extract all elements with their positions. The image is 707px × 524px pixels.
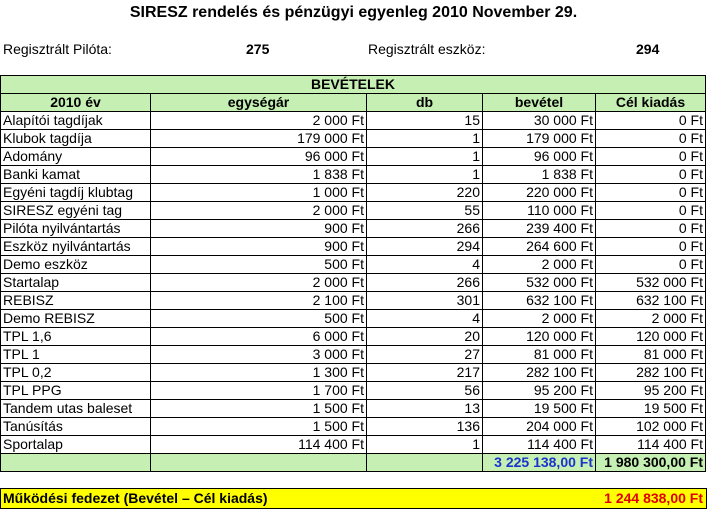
table-row — [1, 274, 706, 292]
cell-unit-price: 1 500 Ft — [151, 418, 367, 436]
cell-income: 282 100 Ft — [483, 364, 596, 382]
table-row — [1, 148, 706, 166]
header-year: 2010 év — [1, 94, 151, 112]
table-row — [1, 328, 706, 346]
cell-target-expense: 0 Ft — [596, 148, 706, 166]
cell-quantity: 1 — [367, 148, 483, 166]
cell-unit-price: 500 Ft — [151, 310, 367, 328]
cell-quantity: 1 — [367, 166, 483, 184]
cell-unit-price: 1 838 Ft — [151, 166, 367, 184]
cell-quantity: 20 — [367, 328, 483, 346]
cell-target-expense: 0 Ft — [596, 238, 706, 256]
cell-target-expense: 95 200 Ft — [596, 382, 706, 400]
column-header-row — [1, 94, 706, 112]
cell-quantity: 4 — [367, 256, 483, 274]
cell-item-name: Alapítói tagdíjak — [1, 112, 151, 130]
cell-quantity: 217 — [367, 364, 483, 382]
cell-unit-price: 1 300 Ft — [151, 364, 367, 382]
cell-unit-price: 2 100 Ft — [151, 292, 367, 310]
cell-income: 632 100 Ft — [483, 292, 596, 310]
cell-item-name: Banki kamat — [1, 166, 151, 184]
cell-income: 239 400 Ft — [483, 220, 596, 238]
cell-target-expense: 120 000 Ft — [596, 328, 706, 346]
cell-target-expense: 114 400 Ft — [596, 436, 706, 454]
section-header-row — [1, 76, 706, 94]
cell-income: 30 000 Ft — [483, 112, 596, 130]
cell-quantity: 301 — [367, 292, 483, 310]
cell-income: 110 000 Ft — [483, 202, 596, 220]
cell-target-expense: 0 Ft — [596, 130, 706, 148]
cell-income: 114 400 Ft — [483, 436, 596, 454]
cell-target-expense: 632 100 Ft — [596, 292, 706, 310]
registered-device-value: 294 — [636, 41, 660, 57]
cell-quantity: 1 — [367, 130, 483, 148]
cell-item-name: TPL 1,6 — [1, 328, 151, 346]
cell-item-name: Adomány — [1, 148, 151, 166]
cell-target-expense: 0 Ft — [596, 202, 706, 220]
table-row — [1, 184, 706, 202]
cell-unit-price: 1 000 Ft — [151, 184, 367, 202]
cell-target-expense: 81 000 Ft — [596, 346, 706, 364]
cell-quantity: 27 — [367, 346, 483, 364]
page-title: SIRESZ rendelés és pénzügyi egyenleg 2010 November 29. — [129, 4, 578, 21]
totals-blank-2 — [151, 454, 367, 472]
operating-coverage-bar — [0, 488, 707, 509]
header-unit-price: egységár — [151, 94, 367, 112]
total-target-expense: 1 980 300,00 Ft — [596, 454, 706, 472]
table-row — [1, 382, 706, 400]
cell-item-name: Tanúsítás — [1, 418, 151, 436]
cell-target-expense: 532 000 Ft — [596, 274, 706, 292]
registered-device-label: Regisztrált eszköz: — [368, 41, 486, 57]
cell-item-name: Demo eszköz — [1, 256, 151, 274]
cell-target-expense: 0 Ft — [596, 220, 706, 238]
registered-pilot-value: 275 — [246, 41, 270, 57]
cell-item-name: Tandem utas baleset — [1, 400, 151, 418]
cell-quantity: 13 — [367, 400, 483, 418]
cell-unit-price: 2 000 Ft — [151, 202, 367, 220]
cell-item-name: Demo REBISZ — [1, 310, 151, 328]
cell-item-name: Startalap — [1, 274, 151, 292]
cell-target-expense: 19 500 Ft — [596, 400, 706, 418]
cell-item-name: Egyéni tagdíj klubtag — [1, 184, 151, 202]
table-row — [1, 220, 706, 238]
cell-target-expense: 102 000 Ft — [596, 418, 706, 436]
table-row — [1, 400, 706, 418]
cell-item-name: TPL PPG — [1, 382, 151, 400]
cell-item-name: Sportalap — [1, 436, 151, 454]
cell-unit-price: 114 400 Ft — [151, 436, 367, 454]
cell-unit-price: 900 Ft — [151, 238, 367, 256]
cell-item-name: Pilóta nyilvántartás — [1, 220, 151, 238]
cell-quantity: 136 — [367, 418, 483, 436]
cell-unit-price: 500 Ft — [151, 256, 367, 274]
table-row — [1, 130, 706, 148]
cell-income: 220 000 Ft — [483, 184, 596, 202]
totals-row — [1, 454, 706, 472]
table-row — [1, 364, 706, 382]
cell-quantity: 56 — [367, 382, 483, 400]
table-row — [1, 238, 706, 256]
cell-item-name: TPL 0,2 — [1, 364, 151, 382]
table-row — [1, 418, 706, 436]
cell-quantity: 220 — [367, 184, 483, 202]
cell-income: 19 500 Ft — [483, 400, 596, 418]
cell-income: 2 000 Ft — [483, 256, 596, 274]
cell-income: 95 200 Ft — [483, 382, 596, 400]
cell-item-name: REBISZ — [1, 292, 151, 310]
cell-item-name: SIRESZ egyéni tag — [1, 202, 151, 220]
cell-unit-price: 2 000 Ft — [151, 274, 367, 292]
income-table — [0, 75, 706, 472]
cell-income: 96 000 Ft — [483, 148, 596, 166]
cell-quantity: 266 — [367, 220, 483, 238]
cell-unit-price: 179 000 Ft — [151, 130, 367, 148]
cell-unit-price: 1 500 Ft — [151, 400, 367, 418]
cell-quantity: 266 — [367, 274, 483, 292]
header-target-expense: Cél kiadás — [596, 94, 706, 112]
cell-unit-price: 1 700 Ft — [151, 382, 367, 400]
totals-blank-1 — [1, 454, 151, 472]
table-row — [1, 202, 706, 220]
table-row — [1, 166, 706, 184]
cell-quantity: 15 — [367, 112, 483, 130]
table-row — [1, 292, 706, 310]
header-quantity: db — [367, 94, 483, 112]
cell-target-expense: 2 000 Ft — [596, 310, 706, 328]
section-title: BEVÉTELEK — [1, 76, 706, 94]
cell-quantity: 55 — [367, 202, 483, 220]
cell-income: 204 000 Ft — [483, 418, 596, 436]
table-row — [1, 346, 706, 364]
cell-quantity: 1 — [367, 436, 483, 454]
cell-income: 179 000 Ft — [483, 130, 596, 148]
totals-blank-3 — [367, 454, 483, 472]
cell-income: 2 000 Ft — [483, 310, 596, 328]
registered-pilot-label: Regisztrált Pilóta: — [3, 41, 112, 57]
cell-item-name: TPL 1 — [1, 346, 151, 364]
table-row — [1, 256, 706, 274]
cell-unit-price: 3 000 Ft — [151, 346, 367, 364]
table-row — [1, 436, 706, 454]
cell-target-expense: 0 Ft — [596, 112, 706, 130]
operating-coverage-label: Működési fedezet (Bevétel – Cél kiadás) — [3, 490, 268, 506]
cell-target-expense: 282 100 Ft — [596, 364, 706, 382]
header-income: bevétel — [483, 94, 596, 112]
table-row — [1, 112, 706, 130]
cell-income: 120 000 Ft — [483, 328, 596, 346]
cell-income: 264 600 Ft — [483, 238, 596, 256]
cell-income: 532 000 Ft — [483, 274, 596, 292]
cell-item-name: Eszköz nyilvántartás — [1, 238, 151, 256]
cell-target-expense: 0 Ft — [596, 256, 706, 274]
cell-unit-price: 6 000 Ft — [151, 328, 367, 346]
cell-quantity: 4 — [367, 310, 483, 328]
cell-unit-price: 2 000 Ft — [151, 112, 367, 130]
cell-target-expense: 0 Ft — [596, 166, 706, 184]
cell-income: 1 838 Ft — [483, 166, 596, 184]
cell-unit-price: 96 000 Ft — [151, 148, 367, 166]
table-row — [1, 310, 706, 328]
cell-quantity: 294 — [367, 238, 483, 256]
cell-income: 81 000 Ft — [483, 346, 596, 364]
total-income: 3 225 138,00 Ft — [483, 454, 596, 472]
operating-coverage-value: 1 244 838,00 Ft — [604, 490, 703, 506]
cell-item-name: Klubok tagdíja — [1, 130, 151, 148]
cell-unit-price: 900 Ft — [151, 220, 367, 238]
cell-target-expense: 0 Ft — [596, 184, 706, 202]
